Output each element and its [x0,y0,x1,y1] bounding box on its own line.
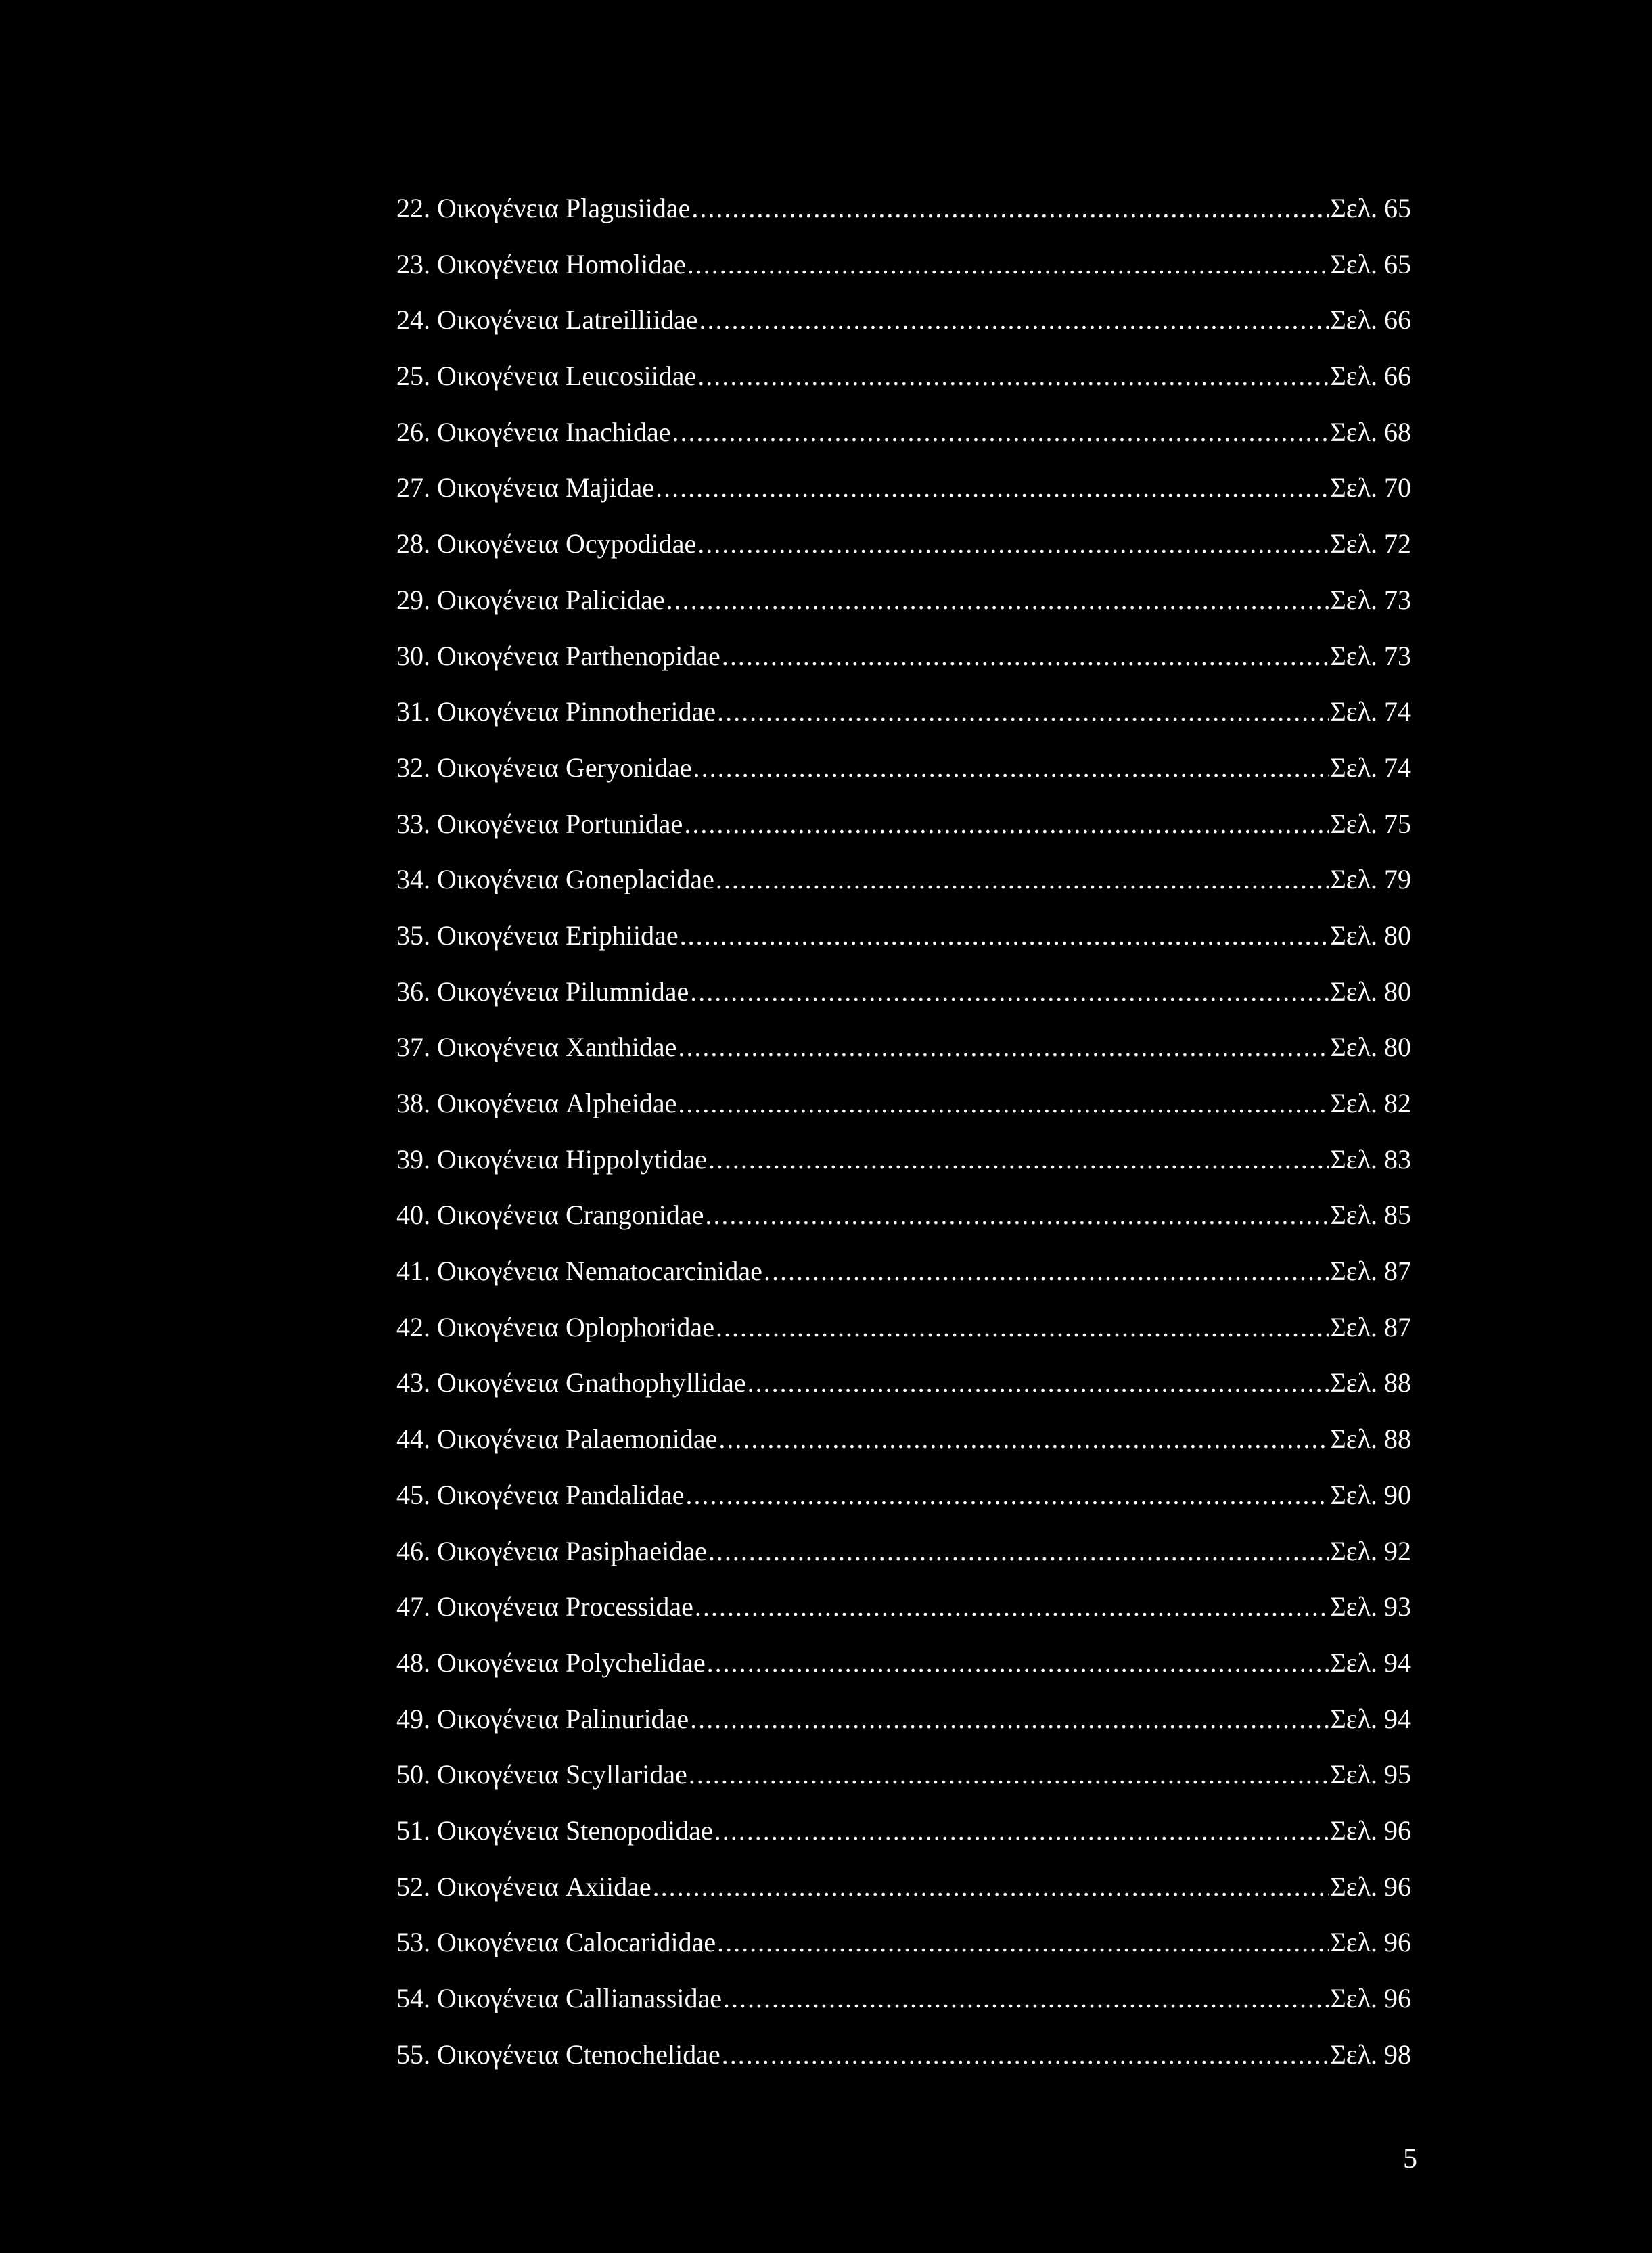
dot-leader [723,1982,1329,2016]
toc-entry [396,807,1411,863]
toc-entry-page: Σελ. 96 [1330,1983,1411,2013]
toc-entry-label: 54. Οικογένεια Callianassidae [396,1983,722,2013]
toc-entry [396,975,1411,1031]
toc-entry-page: Σελ. 68 [1330,416,1411,447]
toc-entry [396,1870,1411,1926]
toc-entry-page: Σελ. 92 [1330,1535,1411,1566]
dot-leader [716,863,1329,896]
toc-entry-page: Σελ. 96 [1330,1815,1411,1846]
dot-leader [678,1030,1329,1064]
toc-entry-page: Σελ. 72 [1330,528,1411,560]
toc-entry-page: Σελ. 75 [1330,808,1411,839]
toc-entry-page: Σελ. 96 [1330,1927,1411,1958]
toc-entry-page: Σελ. 90 [1330,1479,1411,1510]
toc-entry [396,415,1411,472]
toc-entry-page: Σελ. 80 [1330,976,1411,1007]
toc-entry [396,1758,1411,1814]
dot-leader [764,1254,1329,1288]
toc-entry-page: Σελ. 85 [1330,1200,1411,1231]
dot-leader [687,248,1329,281]
dot-leader [697,359,1329,393]
table-of-contents [396,191,1411,2093]
toc-entry-page: Σελ. 74 [1330,752,1411,783]
toc-entry-label: 29. Οικογένεια Palicidae [396,584,665,615]
dot-leader [684,807,1329,841]
toc-entry [396,1030,1411,1087]
toc-entry-page: Σελ. 80 [1330,919,1411,951]
toc-entry [396,471,1411,527]
toc-entry-label: 50. Οικογένεια Scyllaridae [396,1759,687,1790]
toc-entry-page: Σελ. 65 [1330,193,1411,223]
dot-leader [656,471,1329,505]
toc-entry-page: Σελ. 73 [1330,640,1411,671]
toc-entry [396,1590,1411,1646]
toc-entry-label: 49. Οικογένεια Palinuridae [396,1703,689,1734]
toc-entry [396,303,1411,359]
toc-entry-label: 32. Οικογένεια Geryonidae [396,752,692,783]
toc-entry [396,248,1411,304]
toc-entry-label: 25. Οικογένεια Leucosiidae [396,361,697,392]
toc-entry-page: Σελ. 74 [1330,696,1411,727]
toc-entry [396,1646,1411,1702]
dot-leader [697,527,1329,561]
dot-leader [678,1087,1329,1120]
toc-entry-label: 40. Οικογένεια Crangonidae [396,1200,704,1231]
dot-leader [708,1143,1329,1177]
toc-entry-page: Σελ. 66 [1330,361,1411,392]
toc-entry-label: 44. Οικογένεια Palaemonidae [396,1424,718,1455]
toc-entry-label: 36. Οικογένεια Pilumnidae [396,976,689,1007]
toc-entry [396,1311,1411,1367]
toc-entry-label: 30. Οικογένεια Parthenopidae [396,640,720,671]
dot-leader [707,1646,1329,1680]
toc-entry-label: 22. Οικογένεια Plagusiidae [396,193,691,223]
toc-entry-label: 27. Οικογένεια Majidae [396,472,655,503]
toc-entry-page: Σελ. 95 [1330,1759,1411,1790]
toc-entry [396,919,1411,975]
toc-entry [396,1814,1411,1870]
dot-leader [690,1702,1329,1736]
toc-entry-label: 39. Οικογένεια Hippolytidae [396,1143,707,1175]
toc-entry [396,1702,1411,1758]
dot-leader [722,639,1329,673]
toc-entry-label: 47. Οικογένεια Processidae [396,1591,693,1622]
toc-entry-page: Σελ. 87 [1330,1256,1411,1287]
dot-leader [689,1758,1329,1792]
page-number: 5 [1403,2143,1417,2175]
toc-entry-label: 31. Οικογένεια Pinnotheridae [396,696,716,727]
toc-entry [396,583,1411,639]
dot-leader [695,1590,1329,1624]
toc-entry-label: 46. Οικογένεια Pasiphaeidae [396,1535,707,1566]
dot-leader [699,303,1329,337]
toc-entry-label: 48. Οικογένεια Polychelidae [396,1647,706,1678]
dot-leader [718,1422,1329,1456]
toc-entry-page: Σελ. 73 [1330,584,1411,615]
dot-leader [653,1870,1329,1904]
toc-entry-page: Σελ. 94 [1330,1647,1411,1678]
toc-entry-page: Σελ. 88 [1330,1424,1411,1455]
toc-entry-page: Σελ. 96 [1330,1871,1411,1902]
dot-leader [708,1534,1329,1568]
toc-entry-page: Σελ. 87 [1330,1311,1411,1342]
toc-entry [396,191,1411,248]
toc-entry-label: 43. Οικογένεια Gnathophyllidae [396,1367,746,1398]
dot-leader [680,919,1329,953]
dot-leader [748,1366,1329,1400]
toc-entry [396,751,1411,807]
toc-entry-label: 23. Οικογένεια Homolidae [396,248,686,279]
dot-leader [716,1311,1329,1344]
dot-leader [722,2038,1329,2072]
toc-entry-label: 34. Οικογένεια Goneplacidae [396,864,714,895]
dot-leader [691,191,1329,225]
dot-leader [705,1198,1329,1232]
dot-leader [672,415,1329,449]
toc-entry-label: 45. Οικογένεια Pandalidae [396,1479,685,1510]
toc-entry-label: 41. Οικογένεια Nematocarcinidae [396,1256,762,1287]
toc-entry [396,1198,1411,1254]
toc-entry-label: 24. Οικογένεια Latreilliidae [396,304,698,336]
toc-entry-page: Σελ. 80 [1330,1032,1411,1063]
toc-entry-label: 38. Οικογένεια Alpheidae [396,1088,677,1118]
toc-entry-label: 28. Οικογένεια Ocypodidae [396,528,697,560]
dot-leader [686,1478,1329,1512]
dot-leader [717,695,1329,729]
toc-entry [396,1143,1411,1199]
toc-entry-page: Σελ. 94 [1330,1703,1411,1734]
toc-entry [396,359,1411,415]
toc-entry [396,1982,1411,2038]
toc-entry [396,1478,1411,1534]
toc-entry [396,1366,1411,1422]
toc-entry-label: 35. Οικογένεια Eriphiidae [396,919,679,951]
toc-entry-page: Σελ. 82 [1330,1088,1411,1118]
dot-leader [666,583,1329,617]
toc-entry [396,1087,1411,1143]
toc-entry-label: 42. Οικογένεια Oplophoridae [396,1311,714,1342]
toc-entry-label: 52. Οικογένεια Axiidae [396,1871,651,1902]
toc-entry [396,1534,1411,1591]
toc-entry [396,2038,1411,2094]
dot-leader [717,1926,1329,1959]
dot-leader [714,1814,1329,1848]
toc-entry-label: 33. Οικογένεια Portunidae [396,808,683,839]
toc-entry-label: 51. Οικογένεια Stenopodidae [396,1815,713,1846]
toc-entry-page: Σελ. 65 [1330,248,1411,279]
toc-entry [396,639,1411,696]
toc-entry-label: 26. Οικογένεια Inachidae [396,416,671,447]
toc-entry-page: Σελ. 66 [1330,304,1411,336]
toc-entry-label: 37. Οικογένεια Xanthidae [396,1032,677,1063]
toc-entry-page: Σελ. 70 [1330,472,1411,503]
toc-entry-label: 55. Οικογένεια Ctenochelidae [396,2039,720,2070]
dot-leader [693,751,1329,785]
toc-entry [396,527,1411,583]
toc-entry-page: Σελ. 79 [1330,864,1411,895]
toc-entry [396,1926,1411,1982]
toc-entry [396,695,1411,751]
toc-entry-page: Σελ. 93 [1330,1591,1411,1622]
toc-entry-page: Σελ. 83 [1330,1143,1411,1175]
toc-entry [396,863,1411,919]
toc-entry-page: Σελ. 88 [1330,1367,1411,1398]
toc-entry [396,1422,1411,1478]
toc-entry-label: 53. Οικογένεια Calocarididae [396,1927,716,1958]
toc-entry [396,1254,1411,1311]
dot-leader [690,975,1329,1009]
toc-entry-page: Σελ. 98 [1330,2039,1411,2070]
